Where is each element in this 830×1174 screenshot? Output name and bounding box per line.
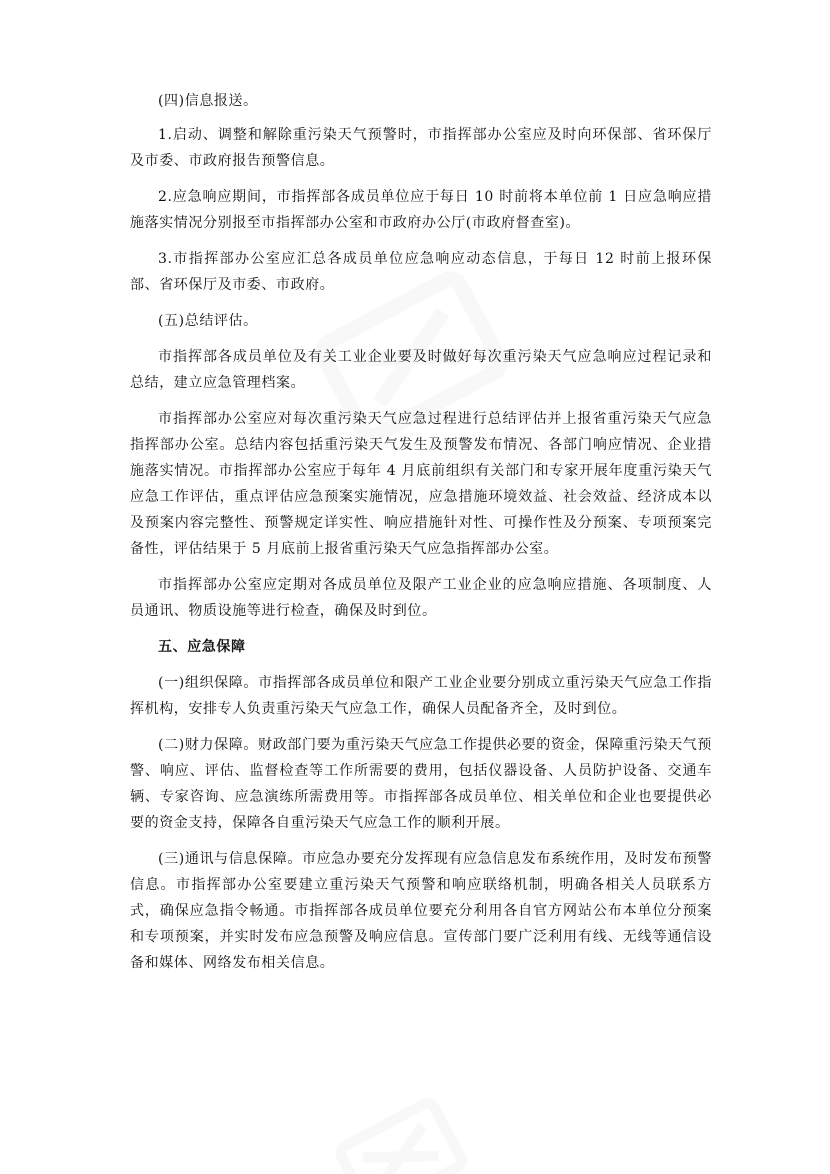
paragraph-record-archive: 市指挥部各成员单位及有关工业企业要及时做好每次重污染天气应急响应过程记录和总结，建立应急管理档案。 bbox=[130, 349, 712, 391]
paragraph-item-1: 1.启动、调整和解除重污染天气预警时，市指挥部办公室应及时向环保部、省环保厅及市委、市政府报告预警信息。 bbox=[130, 127, 712, 169]
subsection-heading-summary: (五)总结评估。 bbox=[158, 313, 258, 329]
subsection-heading-info-report: (四)信息报送。 bbox=[158, 93, 258, 109]
paragraph-item-2: 2.应急响应期间，市指挥部各成员单位应于每日 10 时前将本单位前 1 日应急响应措施落实情况分别报至市指挥部办公室和市政府办公厅(市政府督查室)。 bbox=[130, 189, 712, 231]
paragraph-communication-support: (三)通讯与信息保障。市应急办要充分发挥现有应急信息发布系统作用，及时发布预警信息。市指挥部办公室要建立重污染天气预警和响应联络机制，明确各相关人员联系方式，确保应急指令畅通。市指挥部各成员单位要充分利用各自官方网站公布本单位分预案和专项预案，并实时发布应急预警及响应信息。宣传部门要广泛利用有线、无线等通信设备和媒体、网络发布相关信息。 bbox=[130, 851, 712, 971]
paragraph-item-3: 3.市指挥部办公室应汇总各成员单位应急响应动态信息，于每日 12 时前上报环保部、省环保厅及市委、市政府。 bbox=[130, 251, 712, 293]
paragraph-inspection: 市指挥部办公室应定期对各成员单位及限产工业企业的应急响应措施、各项制度、人员通讯、物质设施等进行检查，确保及时到位。 bbox=[130, 577, 712, 619]
paragraph-financial-support: (二)财力保障。财政部门要为重污染天气应急工作提供必要的资金，保障重污染天气预警、响应、评估、监督检查等工作所需要的费用，包括仪器设备、人员防护设备、交通车辆、专家咨询、应急演练所需费用等。市指挥部各成员单位、相关单位和企业也要提供必要的资金支持，保障各自重污染天气应急工作的顺利开展。 bbox=[130, 737, 712, 831]
paragraph-organization-support: (一)组织保障。市指挥部各成员单位和限产工业企业要分别成立重污染天气应急工作指挥机构，安排专人负责重污染天气应急工作，确保人员配备齐全，及时到位。 bbox=[130, 675, 712, 717]
document-body bbox=[130, 88, 712, 976]
section-heading-emergency-support: 五、应急保障 bbox=[158, 639, 246, 655]
watermark-icon bbox=[325, 1080, 475, 1174]
paragraph-evaluation: 市指挥部办公室应对每次重污染天气应急过程进行总结评估并上报省重污染天气应急指挥部办公室。总结内容包括重污染天气发生及预警发布情况、各部门响应情况、企业措施落实情况。市指挥部办公室应于每年 4 月底前组织有关部门和专家开展年度重污染天气应急工作评估，重点评估应急预案实施情况，应急措施环境效益、社会效益、经济成本以及预案内容完整性、预警规定详实性、响应措施针对性、可操作性及分预案、专项预案完备性，评估结果于 5 月底前上报省重污染天气应急指挥部办公室。 bbox=[130, 411, 712, 557]
